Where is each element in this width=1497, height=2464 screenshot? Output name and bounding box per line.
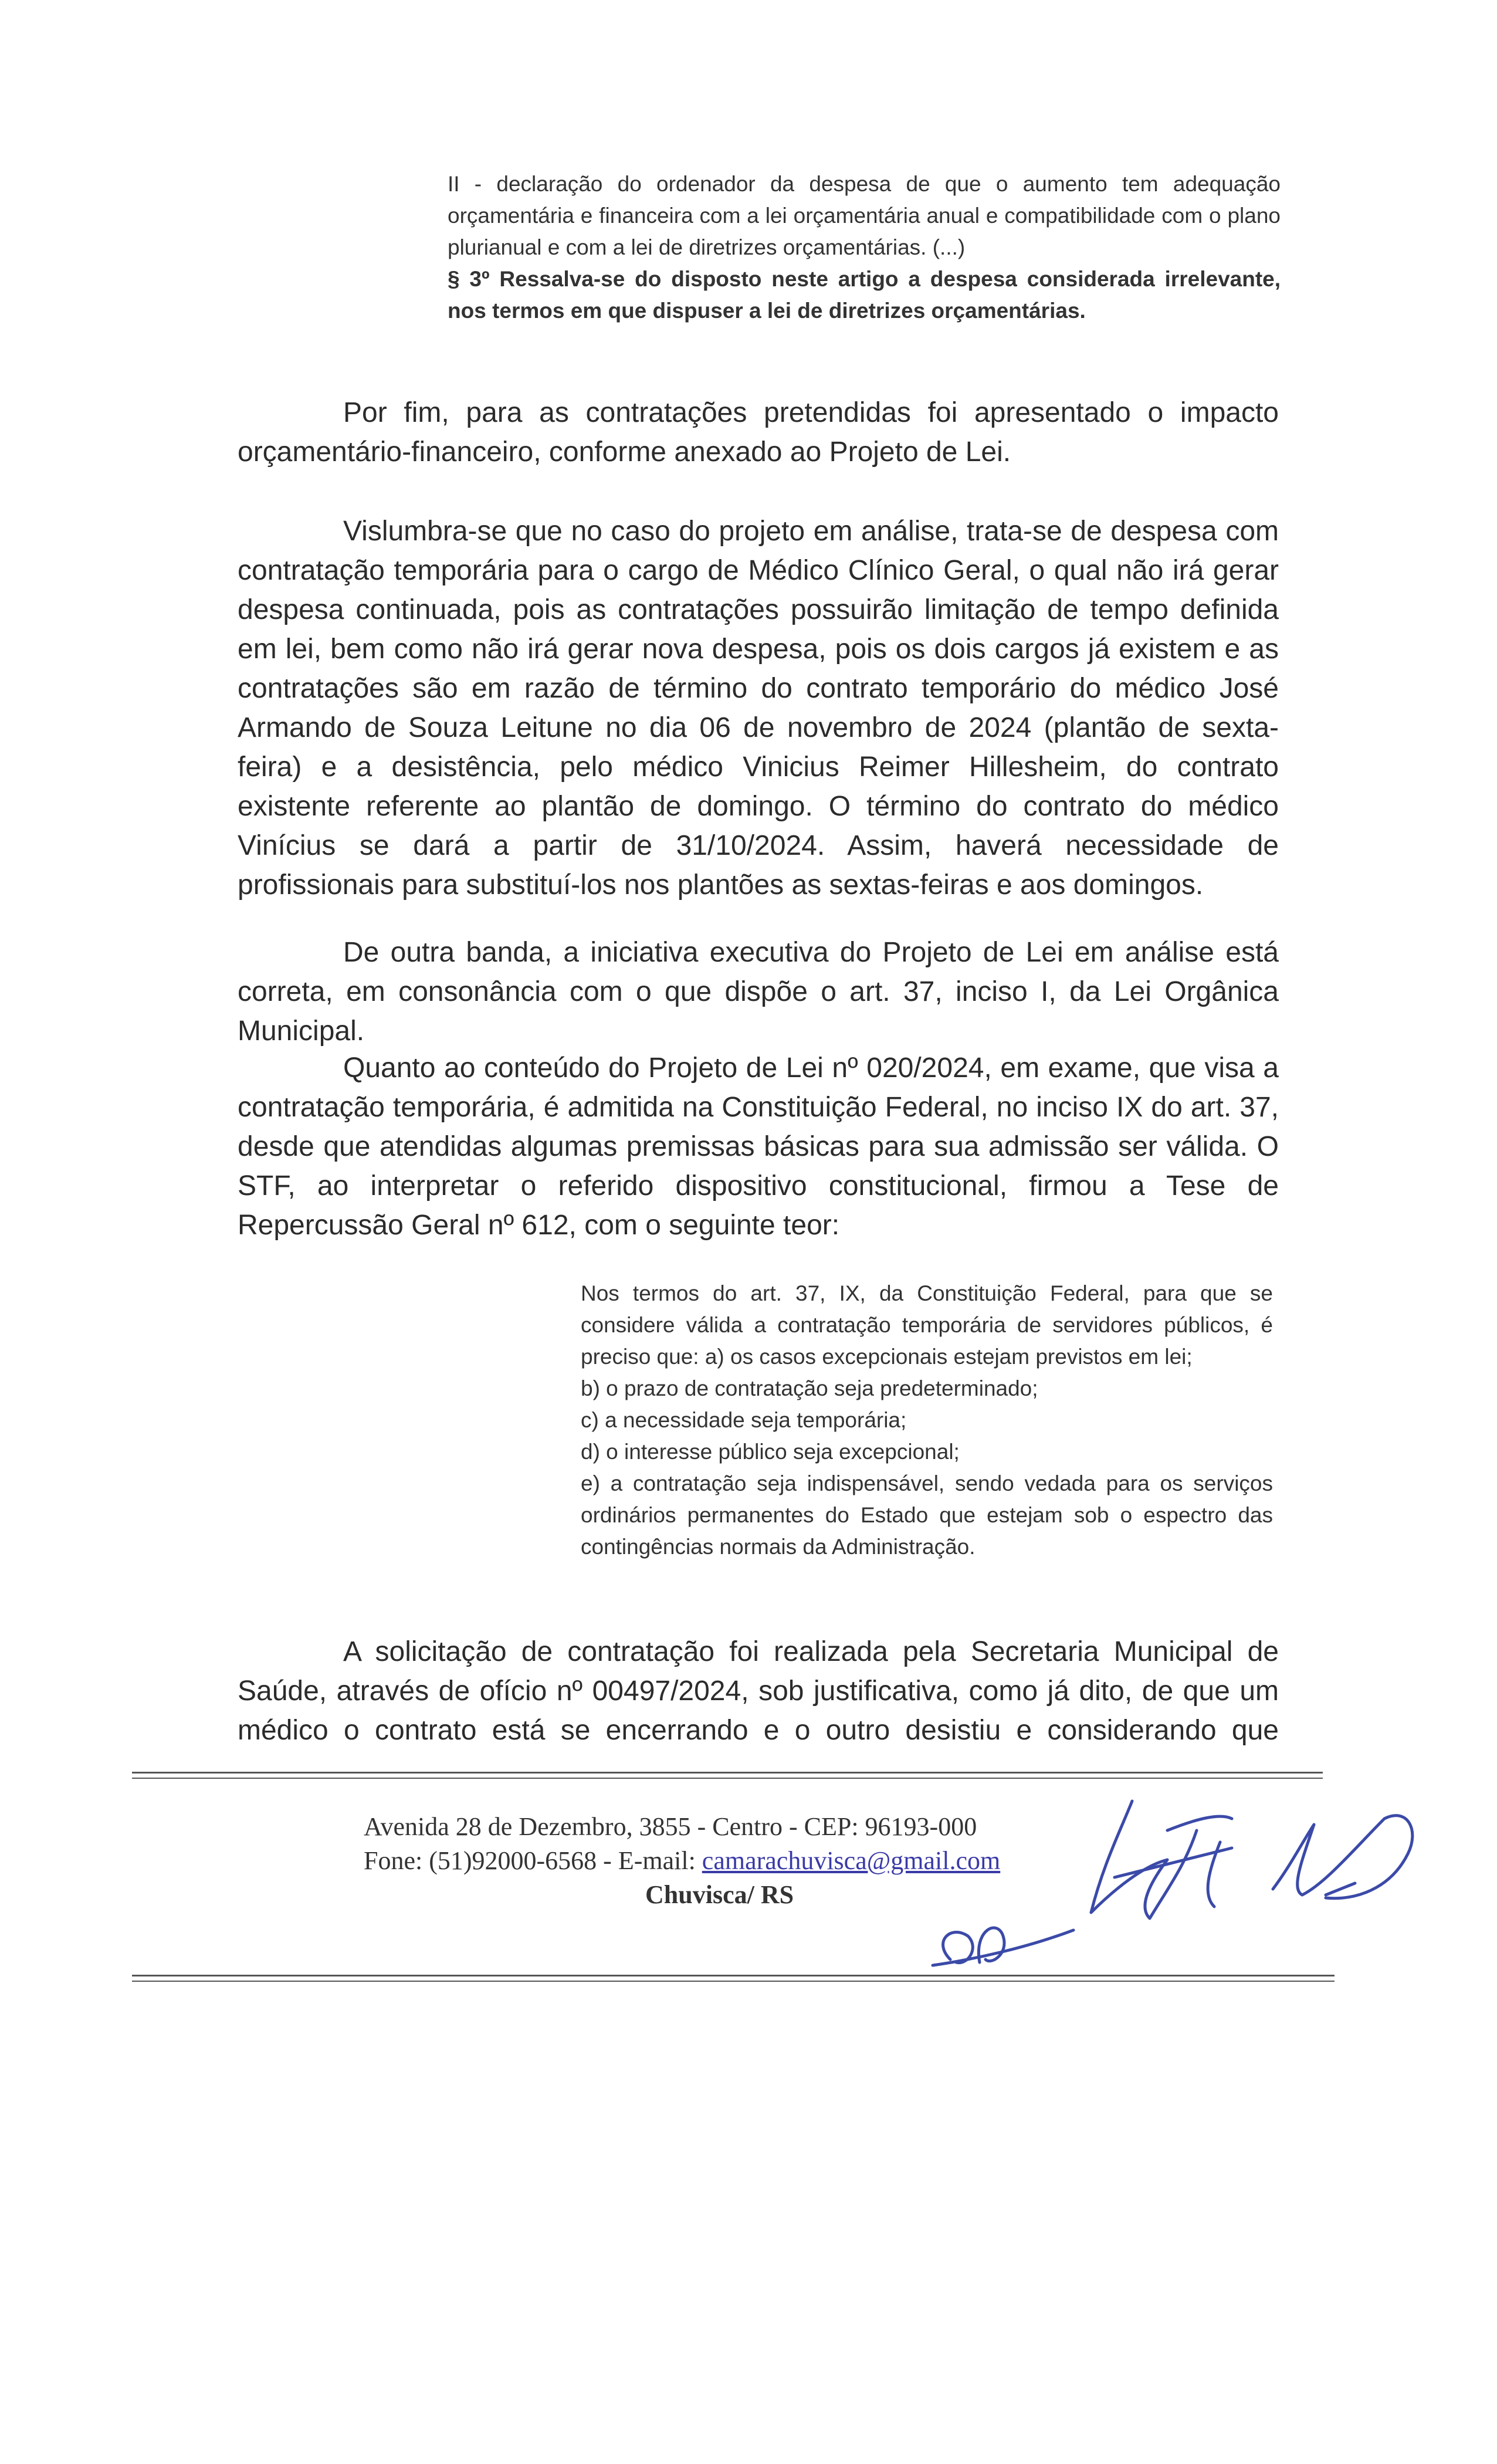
footer-address: Avenida 28 de Dezembro, 3855 - Centro - CEP: 96193-000 (364, 1812, 977, 1841)
stf-intro: Nos termos do art. 37, IX, da Constituição Federal, para que se considere válida a contratação temporária de servidores públicos, é preciso que: a) os casos excepcionais estejam previstos em lei; (581, 1281, 1273, 1369)
handwritten-signature (1079, 1795, 1443, 1948)
paragraph-4-text: Quanto ao conteúdo do Projeto de Lei nº 020/2024, em exame, que visa a contratação temporária, é admitida na Constituição Federal, no inciso IX do art. 37, desde que atendidas algumas premissas básicas para sua admissão ser válida. O STF, ao interpretar o referido dispositivo constitucional, firmou a Tese de Repercussão Geral nº 612, com o seguinte teor: (238, 1052, 1279, 1241)
paragraph-request (238, 1632, 1279, 1750)
initials-signature (927, 1907, 1079, 1977)
paragraph-initiative (238, 933, 1279, 1051)
paragraph-impact (238, 393, 1279, 472)
footer-contact (364, 1844, 1126, 1878)
footer-rule-bottom-2 (132, 1981, 1335, 1982)
stf-thesis-quote (581, 1278, 1273, 1563)
quote-line-ii: II - declaração do ordenador da despesa de que o aumento tem adequação orçamentária e financeira com a lei orçamentária anual e compatibilidade com o plano plurianual e com a lei de diretrizes orçamentárias. (...) (448, 172, 1281, 259)
paragraph-1-text: Por fim, para as contratações pretendidas foi apresentado o impacto orçamentário-financeiro, conforme anexado ao Projeto de Lei. (238, 397, 1279, 468)
stf-item-c: c) a necessidade seja temporária; (581, 1408, 907, 1432)
footer-contact-prefix: Fone: (51)92000-6568 - E-mail: (364, 1846, 702, 1875)
footer-rule-top-1 (132, 1772, 1323, 1773)
footer-address-block (364, 1810, 1126, 1912)
stf-item-b: b) o prazo de contratação seja predeterminado; (581, 1376, 1038, 1400)
footer-city: Chuvisca/ RS (645, 1880, 794, 1909)
footer-rule-top-2 (132, 1778, 1323, 1779)
legal-quote-top (448, 168, 1281, 327)
stf-item-e: e) a contratação seja indispensável, sendo vedada para os serviços ordinários permanentes do Estado que estejam sob o espectro das contingências normais da Administração. (581, 1471, 1273, 1559)
paragraph-analysis (238, 512, 1279, 905)
quote-paragraph-3 (448, 263, 1281, 327)
stf-item-d: d) o interesse público seja excepcional; (581, 1440, 960, 1464)
paragraph-symbol: § 3º (448, 267, 490, 291)
paragraph-5-text: A solicitação de contratação foi realizada pela Secretaria Municipal de Saúde, através de ofício nº 00497/2024, sob justificativa, como já dito, de que um médico o contrato está se encerrando e o outro desistiu e considerando que (238, 1636, 1279, 1746)
paragraph-content (238, 1048, 1279, 1245)
footer-rule-bottom-1 (132, 1975, 1335, 1976)
paragraph-3-text: De outra banda, a iniciativa executiva do Projeto de Lei em análise está correta, em consonância com o que dispõe o art. 37, inciso I, da Lei Orgânica Municipal. (238, 937, 1279, 1047)
paragraph-2-text: Vislumbra-se que no caso do projeto em análise, trata-se de despesa com contratação temporária para o cargo de Médico Clínico Geral, o qual não irá gerar despesa continuada, pois as contratações possuirão limitação de tempo definida em lei, bem como não irá gerar nova despesa, pois os dois cargos já existem e as contratações são em razão de término do contrato temporário do médico José Armando de Souza Leitune no dia 06 de novembro de 2024 (plantão de sexta-feira) e a desistência, pelo médico Vinicius Reimer Hillesheim, do contrato existente referente ao plantão de domingo. O término do contrato do médico Vinícius se dará a partir de 31/10/2024. Assim, haverá necessidade de profissionais para substituí-los nos plantões as sextas-feiras e aos domingos. (238, 516, 1279, 901)
footer-email-link[interactable]: camarachuvisca@gmail.com (702, 1846, 1001, 1875)
paragraph-3-text: Ressalva-se do disposto neste artigo a despesa considerada irrelevante, nos termos em que dispuser a lei de diretrizes orçamentárias. (448, 267, 1281, 323)
